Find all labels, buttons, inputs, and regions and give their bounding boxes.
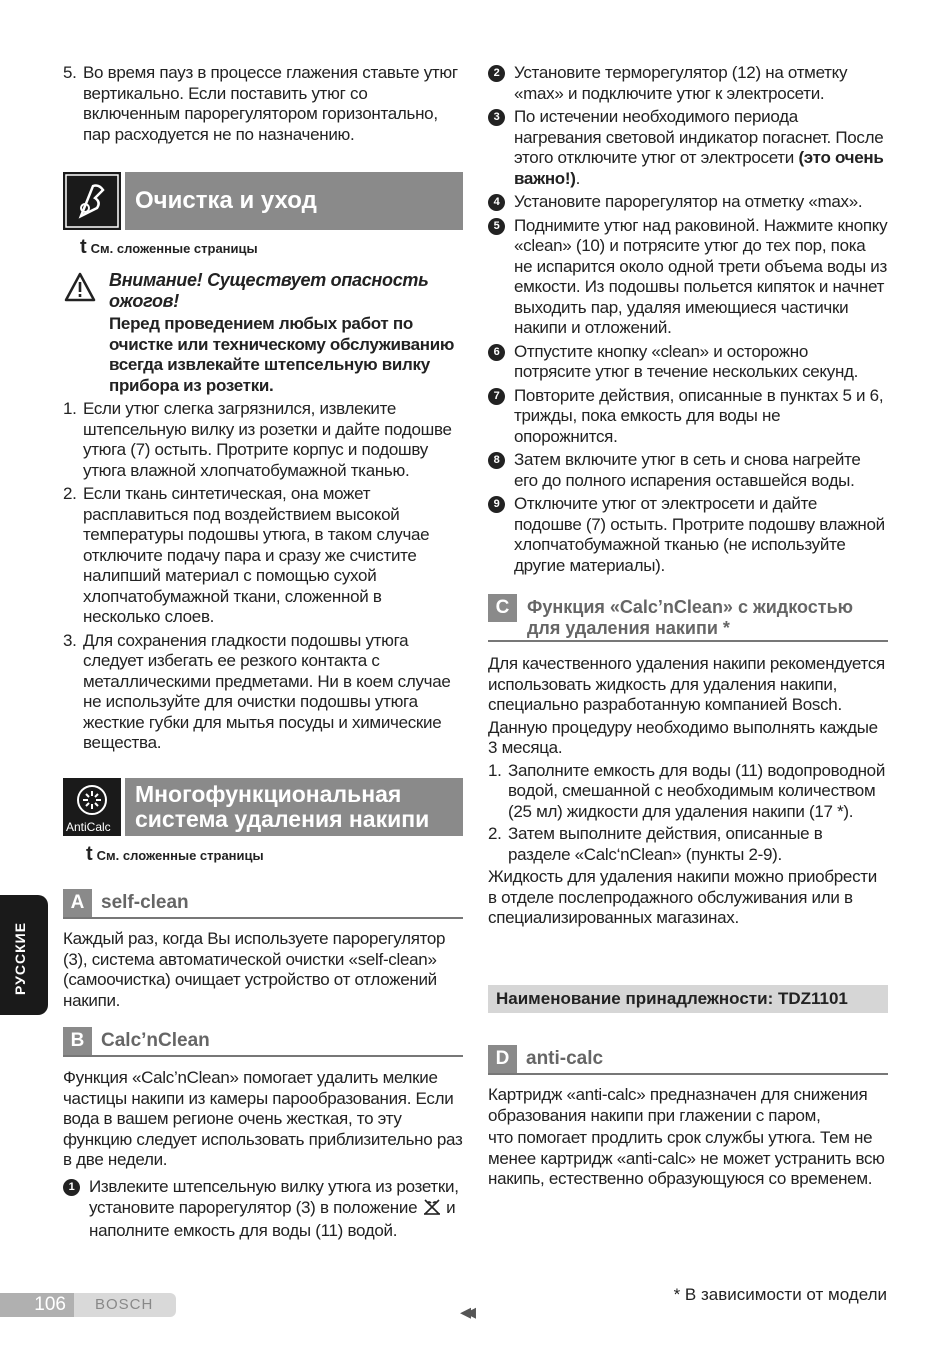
section-d-header bbox=[488, 1045, 888, 1075]
list-item: 1. Если утюг слегка загрязнился, извлеките штепсельную вилку из розетки и дайте подошве утюга (7) остыть. Протрите корпус и подошву утюга влажной хлопчатобумажной тканью. bbox=[63, 399, 452, 480]
step-1: 1 Извлеките штепсельную вилку утюга из розетки, установите парорегулятор (3) в положение и наполните емкость для воды (11) водой. bbox=[63, 1177, 489, 1242]
anticalc-icon-label: AntiCalc bbox=[66, 820, 111, 834]
list-item: 4 Установите парорегулятор на отметку «max». bbox=[488, 192, 888, 213]
section-c-title: Функция «Calc’nClean» с жидкостью для удаления накипи * bbox=[527, 597, 854, 638]
section-anticalc-title-2: система удаления накипи bbox=[135, 806, 430, 832]
section-a-letter: A bbox=[63, 889, 92, 917]
language-tab-label: РУССКИЕ bbox=[12, 921, 28, 995]
section-d-letter: D bbox=[488, 1045, 517, 1073]
section-b-letter: B bbox=[63, 1027, 92, 1055]
section-a-title: self-clean bbox=[101, 892, 189, 913]
cleaning-list bbox=[63, 399, 463, 754]
cleaning-icon bbox=[63, 172, 121, 230]
page-number: 106 bbox=[0, 1293, 74, 1317]
section-b-header bbox=[63, 1027, 463, 1057]
list-item: 6 Отпустите кнопку «clean» и осторожно потрясите утюг в течение нескольких секунд. bbox=[488, 342, 888, 383]
section-a-text: Каждый раз, когда Вы используете парорегулятор (3), система автоматической очистки «self-clean» (самоочистка) очищает устройство от отложений накипи. bbox=[63, 929, 446, 1010]
section-b-title: Calc’nClean bbox=[101, 1030, 210, 1051]
anticalc-icon bbox=[63, 778, 121, 836]
section-d-body bbox=[488, 1085, 888, 1190]
list-item: 8 Затем включите утюг в сеть и снова нагрейте его до полного испарения оставшейся воды. bbox=[488, 450, 888, 491]
step-1-num: 1 bbox=[63, 1179, 80, 1196]
list-item: 2. Затем выполните действия, описанные в разделе «Calc‘nClean» (пункты 2-9). bbox=[488, 824, 823, 864]
list-item: 3 По истечении необходимого периода нагревания световой индикатор погаснет. После этого отключите утюг от электросети (это очень важно!). bbox=[488, 107, 888, 189]
section-cleaning-title: Очистка и уход bbox=[135, 187, 317, 214]
section-c-p3: Жидкость для удаления накипи можно приобрести в отделе послепродажного обслуживания или в специализированных магазинах. bbox=[488, 867, 877, 927]
list-item: 9 Отключите утюг от электросети и дайте подошве (7) остыть. Протрите подошву влажной хлопчатобумажной тканью (не используйте другие материалы). bbox=[488, 494, 888, 576]
list-item: 7 Повторите действия, описанные в пунктах 5 и 6, трижды, пока емкость для воды не опорожнится. bbox=[488, 386, 888, 448]
section-c-header bbox=[488, 594, 888, 642]
list-item: 1. Заполните емкость для воды (11) водопроводной водой, смешанной с необходимым количеством (25 мл) жидкости для удаления накипи (17 *). bbox=[488, 760, 886, 821]
accessory-label: Наименование принадлежности: TDZ1101 bbox=[488, 985, 888, 1013]
page-footer-bar bbox=[0, 1293, 176, 1317]
list-item: 5 Поднимите утюг над раковиной. Нажмите кнопку «clean» (10) и потрясите утюг до тех пор, пока не испарится около одной трети объема воды из емкости. Из подошвы польется кипяток и начнет выходить пар, удаляя имеющиеся частички накипи и отложений. bbox=[488, 216, 888, 339]
brand-label: BOSCH bbox=[95, 1296, 154, 1313]
see-also-1[interactable]: t См. сложенные страницы bbox=[80, 236, 258, 258]
section-cleaning-header bbox=[125, 172, 463, 230]
steam-setting-icon bbox=[422, 1198, 442, 1222]
intro-item: 5. Во время пауз в процессе глажения ставьте утюг вертикально. Если поставить утюг со включенным парорегулятором горизонтально, пар расходуется не по назначению. bbox=[63, 63, 458, 144]
section-d-p1: Картридж «anti-calc» предназначен для снижения образования накипи при глажении с паром, bbox=[488, 1085, 868, 1125]
list-item: 2. Если ткань синтетическая, она может расплавиться под воздействием высокой температуры подошвы утюга, в таком случае отключите подачу пара и сразу же счистите налипший материал с помощью сухой хлопчатобумажной ткани, сложенной в несколько слоев. bbox=[63, 484, 430, 626]
warning-body: Перед проведением любых работ по очистке или техническому обслуживанию всегда извлекайте штепсельную вилку прибора из розетки. bbox=[109, 314, 455, 395]
language-tab[interactable] bbox=[0, 895, 48, 1015]
warning-icon bbox=[64, 272, 96, 307]
footnote: * В зависимости от модели bbox=[673, 1285, 887, 1304]
list-item: 2 Установите терморегулятор (12) на отметку «max» и подключите утюг к электросети. bbox=[488, 63, 888, 104]
section-c-p1: Для качественного удаления накипи рекомендуется использовать жидкость для удаления накипи, специально разработанную компанией Bosch. bbox=[488, 654, 885, 714]
see-also-2[interactable]: t См. сложенные страницы bbox=[86, 843, 264, 865]
section-c-letter: C bbox=[488, 594, 517, 622]
section-anticalc-title-1: Многофункциональная bbox=[135, 781, 402, 807]
list-item: 3. Для сохранения гладкости подошвы утюга следует избегать ее резкого контакта с металлическими предметами. Ни в коем случае не используйте для очистки подошвы утюга жесткие губки для мытья посуды и химические вещества. bbox=[63, 630, 451, 752]
section-d-title: anti-calc bbox=[526, 1048, 604, 1069]
section-a-header bbox=[63, 889, 463, 919]
section-b-text: Функция «Calc’nClean» помогает удалить мелкие частицы накипи из камеры парообразования. Если вода в вашем регионе очень жесткая, то эту функцию следует использовать приблизительно раз в две недели. bbox=[63, 1068, 463, 1169]
section-c-p2: Данную процедуру необходимо выполнять каждые 3 месяца. bbox=[488, 717, 878, 757]
steps-list bbox=[488, 63, 888, 576]
nav-back-icon[interactable]: ◂◂ bbox=[460, 1299, 471, 1324]
warning-block bbox=[109, 270, 469, 396]
section-d-p2: что помогает продлить срок службы утюга. Тем не менее картридж «anti-calc» не может устранить всю накипь, естественно образующуюся со временем. bbox=[488, 1128, 885, 1188]
section-c-body bbox=[488, 654, 888, 929]
warning-title: Внимание! Существует опасность ожогов! bbox=[109, 270, 429, 311]
section-anticalc-header bbox=[125, 778, 463, 836]
